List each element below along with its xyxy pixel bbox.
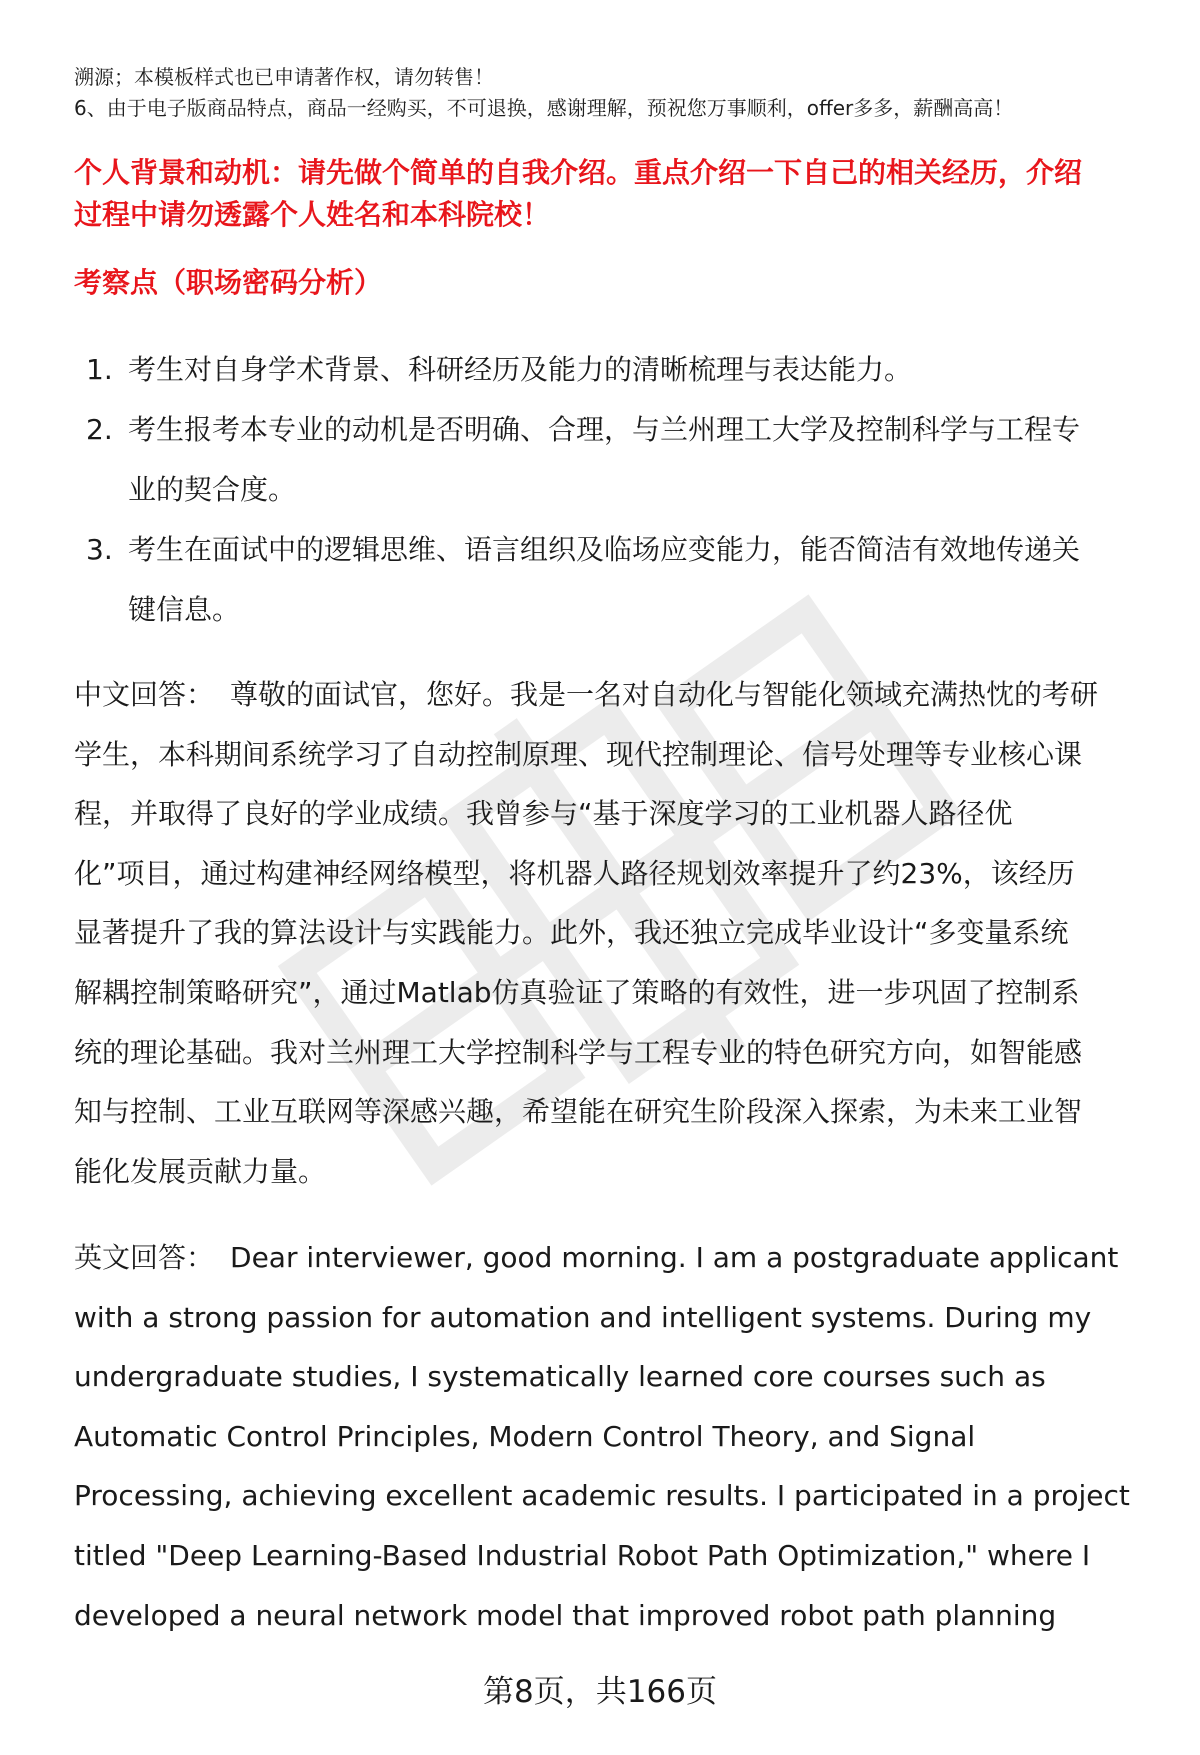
list-item-number: 3. [86,533,113,566]
list-item-number: 2. [86,413,113,446]
answer-text: 尊敬的面试官，您好。我是一名对自动化与智能化领域充满热忱的考研 [230,678,1099,711]
list-item-text: 考生在面试中的逻辑思维、语言组织及临场应变能力，能否简洁有效地传递关 [128,533,1081,566]
list-item-text: 考生对自身学术背景、科研经历及能力的清晰梳理与表达能力。 [128,353,913,386]
answer-line: with a strong passion for automation and intelligent systems. During my [74,1300,1092,1334]
answer-line: Automatic Control Principles, Modern Control Theory, and Signal [74,1419,976,1453]
answer-line: 知与控制、工业互联网等深感兴趣，希望能在研究生阶段深入探索，为未来工业智 [74,1095,1083,1129]
chinese-answer-label: 中文回答： [74,678,215,711]
list-item [74,520,1154,640]
list-item-text: 业的契合度。 [128,473,297,506]
answer-text: Dear interviewer, good morning. I am a postgraduate applicant [230,1241,1119,1274]
list-item-text: 键信息。 [128,593,241,626]
question-line: 过程中请勿透露个人姓名和本科院校！ [74,198,551,231]
section-title: 考察点（职场密码分析） [74,266,383,299]
page-number-footer: 第8页，共166页 [483,1674,717,1710]
list-item [74,400,1154,520]
answer-line: 程，并取得了良好的学业成绩。我曾参与“基于深度学习的工业机器人路径优 [74,797,1013,831]
list-item-number: 1. [86,353,113,386]
english-answer [74,1228,1164,1645]
answer-line [74,665,1164,725]
answer-line: 解耦控制策略研究”，通过Matlab仿真验证了策略的有效性，进一步巩固了控制系 [74,975,1080,1009]
interview-question [74,152,1144,236]
answer-line: Processing, achieving excellent academic results. I participated in a project [74,1479,1130,1513]
answer-line [74,1228,1164,1288]
answer-line: 化”项目，通过构建神经网络模型，将机器人路径规划效率提升了约23%，该经历 [74,856,1075,890]
answer-line: developed a neural network model that improved robot path planning [74,1598,1057,1632]
list-item-text: 考生报考本专业的动机是否明确、合理，与兰州理工大学及控制科学与工程专 [128,413,1081,446]
notice-line-1: 溯源；本模板样式也已申请著作权，请勿转售！ [74,65,494,89]
answer-line: 统的理论基础。我对兰州理工大学控制科学与工程专业的特色研究方向，如智能感 [74,1035,1083,1069]
list-item [74,340,1154,400]
answer-line: 能化发展贡献力量。 [74,1154,327,1188]
chinese-answer [74,665,1164,1201]
notice-line-2: 6、由于电子版商品特点，商品一经购买，不可退换，感谢理解，预祝您万事顺利，offer多多，薪酬高高！ [74,96,1014,120]
answer-line: titled "Deep Learning-Based Industrial Robot Path Optimization," where I [74,1538,1091,1572]
assessment-points-list [74,340,1154,640]
answer-line: 学生，本科期间系统学习了自动控制原理、现代控制理论、信号处理等专业核心课 [74,737,1083,771]
answer-line: undergraduate studies, I systematically learned core courses such as [74,1360,1046,1394]
question-line: 个人背景和动机：请先做个简单的自我介绍。重点介绍一下自己的相关经历，介绍 [74,156,1083,189]
answer-line: 显著提升了我的算法设计与实践能力。此外，我还独立完成毕业设计“多变量系统 [74,916,1069,950]
english-answer-label: 英文回答： [74,1241,215,1274]
